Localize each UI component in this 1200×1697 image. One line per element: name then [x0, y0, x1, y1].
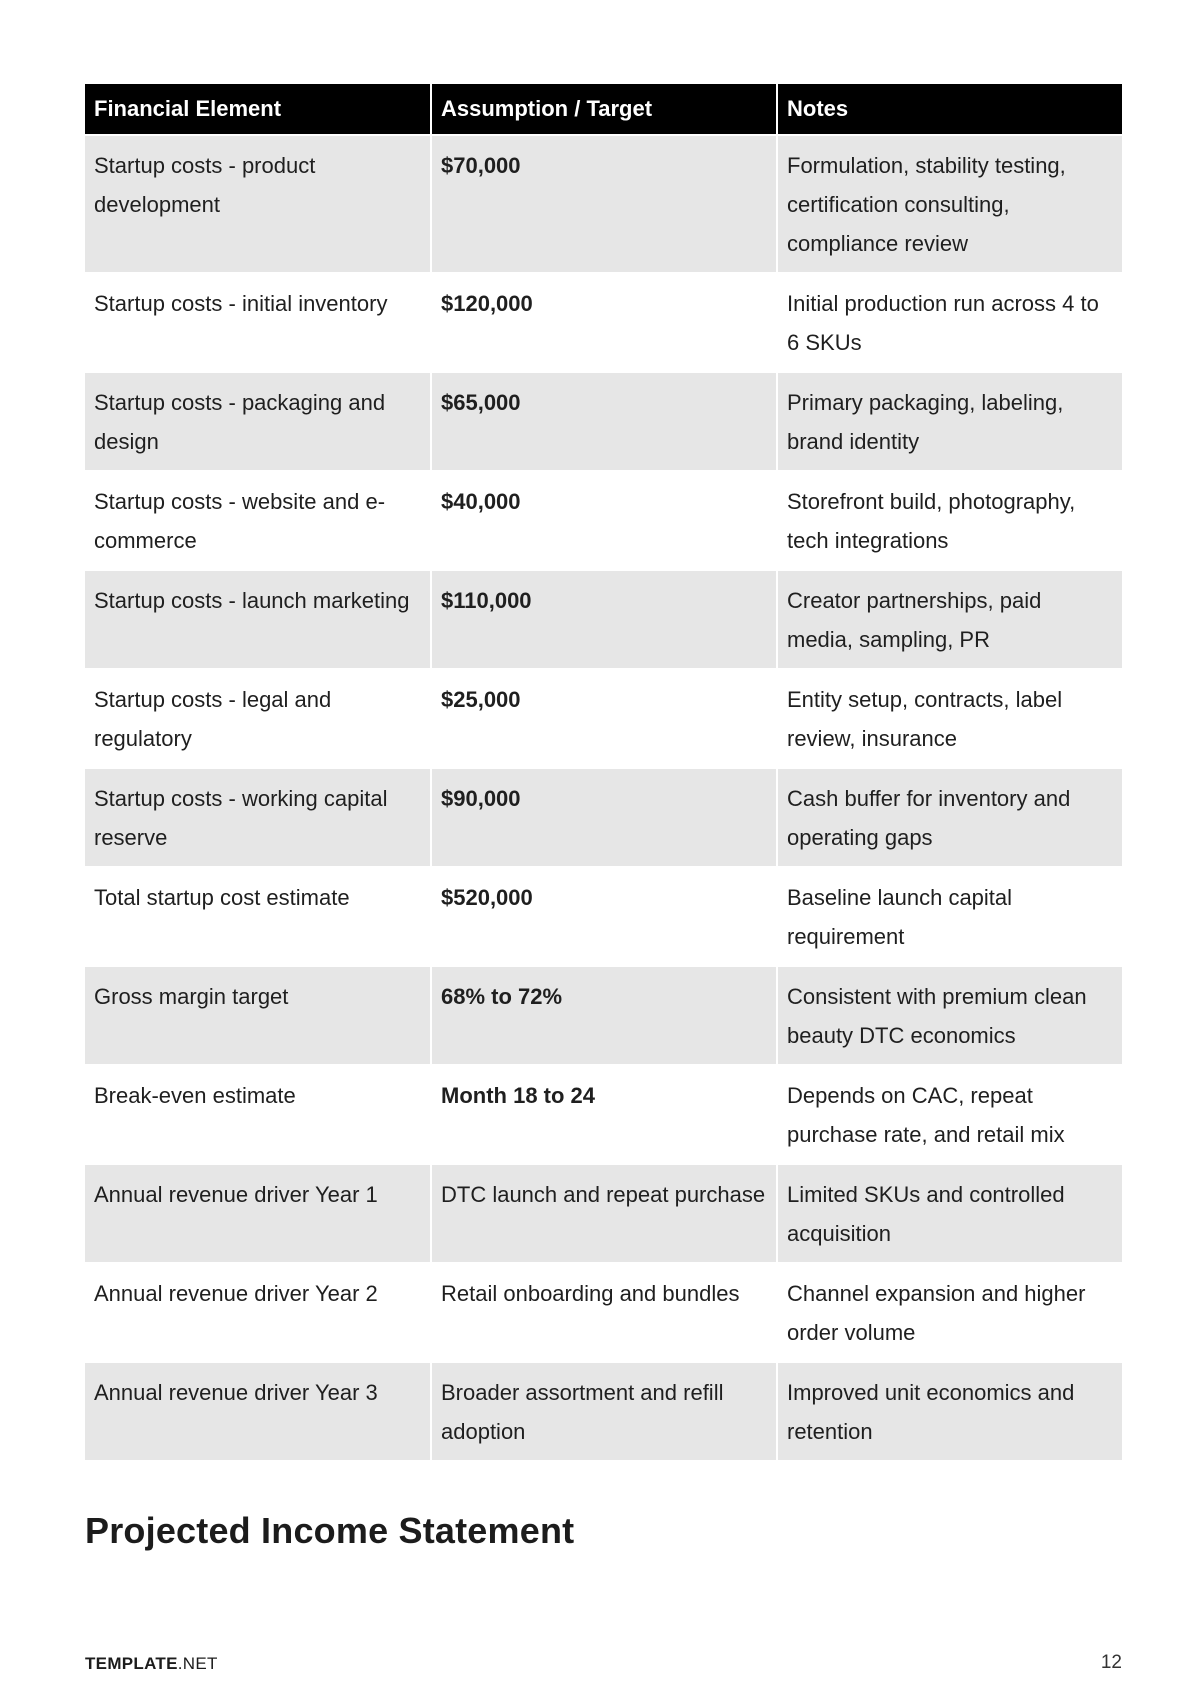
- cell-financial-element: Startup costs - product development: [85, 134, 430, 272]
- brand-name-bold: TEMPLATE: [85, 1654, 178, 1673]
- page-number: 12: [1100, 1652, 1122, 1673]
- table-row: [85, 668, 1122, 767]
- cell-assumption-target: $25,000: [430, 668, 776, 767]
- footer-brand-logo: [85, 1654, 218, 1674]
- cell-assumption-target: $90,000: [430, 767, 776, 866]
- cell-assumption-target: $65,000: [430, 371, 776, 470]
- cell-notes: Depends on CAC, repeat purchase rate, and retail mix: [776, 1064, 1122, 1163]
- cell-assumption-target: Retail onboarding and bundles: [430, 1262, 776, 1361]
- cell-assumption-target: $110,000: [430, 569, 776, 668]
- cell-assumption-target: Month 18 to 24: [430, 1064, 776, 1163]
- cell-financial-element: Startup costs - launch marketing: [85, 569, 430, 668]
- cell-notes: Entity setup, contracts, label review, insurance: [776, 668, 1122, 767]
- cell-assumption-target: $520,000: [430, 866, 776, 965]
- cell-notes: Initial production run across 4 to 6 SKUs: [776, 272, 1122, 371]
- table-row: [85, 767, 1122, 866]
- cell-financial-element: Startup costs - legal and regulatory: [85, 668, 430, 767]
- table-row: [85, 866, 1122, 965]
- cell-notes: Creator partnerships, paid media, sampling, PR: [776, 569, 1122, 668]
- cell-notes: Limited SKUs and controlled acquisition: [776, 1163, 1122, 1262]
- cell-assumption-target: $70,000: [430, 134, 776, 272]
- section-heading: Projected Income Statement: [85, 1510, 575, 1551]
- cell-notes: Formulation, stability testing, certification consulting, compliance review: [776, 134, 1122, 272]
- brand-name-suffix: .NET: [177, 1654, 218, 1673]
- table-row: [85, 1163, 1122, 1262]
- table-row: [85, 272, 1122, 371]
- column-header-financial-element: Financial Element: [85, 84, 430, 134]
- table-row: [85, 965, 1122, 1064]
- table-row: [85, 1262, 1122, 1361]
- financial-assumptions-table: [85, 84, 1122, 1460]
- cell-assumption-target: $120,000: [430, 272, 776, 371]
- cell-notes: Storefront build, photography, tech integrations: [776, 470, 1122, 569]
- cell-financial-element: Annual revenue driver Year 1: [85, 1163, 430, 1262]
- cell-assumption-target: DTC launch and repeat purchase: [430, 1163, 776, 1262]
- table-row: [85, 1064, 1122, 1163]
- column-header-notes: Notes: [776, 84, 1122, 134]
- cell-financial-element: Startup costs - website and e-commerce: [85, 470, 430, 569]
- cell-assumption-target: 68% to 72%: [430, 965, 776, 1064]
- cell-financial-element: Break-even estimate: [85, 1064, 430, 1163]
- cell-financial-element: Annual revenue driver Year 3: [85, 1361, 430, 1460]
- cell-financial-element: Total startup cost estimate: [85, 866, 430, 965]
- cell-financial-element: Startup costs - working capital reserve: [85, 767, 430, 866]
- cell-notes: Channel expansion and higher order volume: [776, 1262, 1122, 1361]
- table-row: [85, 371, 1122, 470]
- table-header-row: [85, 84, 1122, 134]
- table-row: [85, 569, 1122, 668]
- cell-assumption-target: $40,000: [430, 470, 776, 569]
- table-row: [85, 470, 1122, 569]
- table-row: [85, 134, 1122, 272]
- cell-notes: Improved unit economics and retention: [776, 1361, 1122, 1460]
- cell-notes: Primary packaging, labeling, brand identity: [776, 371, 1122, 470]
- table-row: [85, 1361, 1122, 1460]
- cell-notes: Cash buffer for inventory and operating gaps: [776, 767, 1122, 866]
- cell-financial-element: Annual revenue driver Year 2: [85, 1262, 430, 1361]
- cell-financial-element: Startup costs - initial inventory: [85, 272, 430, 371]
- cell-assumption-target: Broader assortment and refill adoption: [430, 1361, 776, 1460]
- cell-financial-element: Startup costs - packaging and design: [85, 371, 430, 470]
- cell-financial-element: Gross margin target: [85, 965, 430, 1064]
- column-header-assumption-target: Assumption / Target: [430, 84, 776, 134]
- cell-notes: Consistent with premium clean beauty DTC economics: [776, 965, 1122, 1064]
- cell-notes: Baseline launch capital requirement: [776, 866, 1122, 965]
